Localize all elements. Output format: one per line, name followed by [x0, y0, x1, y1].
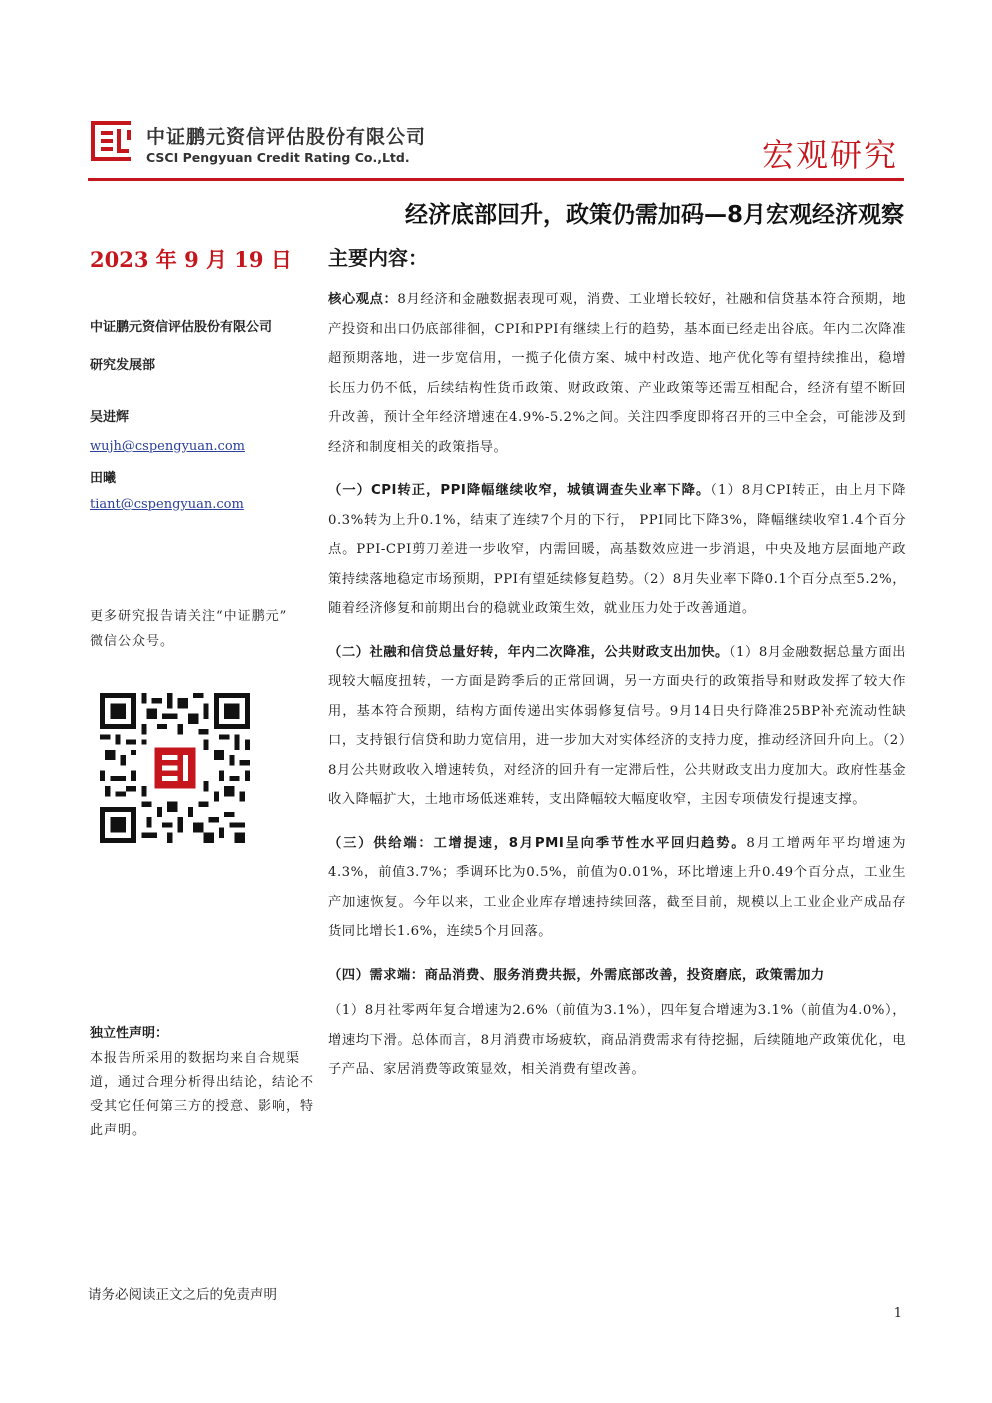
page-number: 1 — [893, 1306, 902, 1321]
section-2-text: （1）8月金融数据总量方面出现较大幅度扭转，一方面是跨季后的正常回调，另一方面央行的政策指导和财政发挥了较大作用，基本符合预期，结构方面传递出实体弱修复信号。9月14日央行降准25BP补充流动性缺口，支持银行信贷和助力宽信用，进一步加大对实体经济的支持力度，推动经济回升向上。（2）8月公共财政收入增速转负，对经济的回升有一定滞后性，公共财政支出力度加大。政府性基金收入降幅扩大，土地市场低迷难转，支出降幅较大幅度收窄，主因专项债发行提速支撑。 — [328, 644, 906, 807]
disclaimer-note: 请务必阅读正文之后的免责声明 — [88, 1287, 277, 1303]
section-3-text: 8月工增两年平均增速为4.3%，前值3.7%；季调环比为0.5%，前值为0.01%，环比增速上升0.49个百分点，工业生产加速恢复。今年以来，工业企业库存增速持续回落，截至目前，规模以上工业企业产成品存货同比增长1.6%，连续5个月回落。 — [328, 835, 906, 939]
report-category: 宏观研究 — [761, 136, 898, 174]
follow-note-line2: 微信公众号。 — [90, 634, 175, 649]
author-1: 吴进辉 — [90, 410, 130, 425]
department: 研究发展部 — [90, 358, 156, 373]
author-2: 田曦 — [90, 471, 117, 486]
core-label: 核心观点： — [328, 292, 398, 307]
header-divider — [88, 178, 904, 181]
section-1-heading: （一）CPI转正，PPI降幅继续收窄，城镇调查失业率下降。 — [328, 483, 711, 498]
section-4-body: （1）8月社零两年复合增速为2.6%（前值为3.1%），四年复合增速为3.1%（前值为4.0%），增速均下滑。总体而言，8月消费市场疲软，商品消费需求有待挖掘，后续随地产政策优化，电子产品、家居消费等政策显效，相关消费有望改善。 — [328, 1003, 906, 1077]
section-2-heading: （二）社融和信贷总量好转，年内二次降准，公共财政支出加快。 — [328, 644, 729, 660]
report-date: 2023 年 9 月 19 日 — [90, 247, 292, 272]
core-viewpoint — [328, 285, 906, 462]
section-1 — [328, 476, 906, 624]
main-content — [328, 242, 906, 1099]
section-3 — [328, 829, 906, 947]
company-name-cn: 中证鹏元资信评估股份有限公司 — [146, 126, 427, 148]
independence-title: 独立性声明： — [90, 1026, 169, 1041]
section-label: 主要内容： — [328, 246, 428, 270]
author-2-email[interactable]: tiant@cspengyuan.com — [90, 497, 244, 512]
author-1-email[interactable]: wujh@cspengyuan.com — [90, 439, 245, 454]
section-1-text: （1）8月CPI转正，由上月下降0.3%转为上升0.1%，结束了连续7个月的下行， PPI同比下降3%，降幅继续收窄1.4个百分点。PPI-CPI剪刀差进一步收窄，内需回暖，高基数效应进一步消退，中央及地方层面地产政策持续落地稳定市场预期，PPI有望延续修复趋势。（2）8月失业率下降0.1个百分点至5.2%，随着经济修复和前期出台的稳就业政策生效，就业压力处于改善通道。 — [328, 483, 906, 616]
org-name: 中证鹏元资信评估股份有限公司 — [90, 320, 273, 335]
section-4-heading: （四）需求端：商品消费、服务消费共振，外需底部改善，投资磨底，政策需加力 — [328, 967, 825, 983]
follow-note-line1: 更多研究报告请关注“中证鹏元” — [90, 609, 288, 624]
section-2 — [328, 638, 906, 815]
report-title: 经济底部回升，政策仍需加码—8月宏观经济观察 — [404, 202, 904, 228]
independence-text: 本报告所采用的数据均来自合规渠道，通过合理分析得出结论，结论不受其它任何第三方的授意、影响，特此声明。 — [90, 1051, 315, 1138]
independence-statement — [90, 1022, 315, 1143]
core-text: 8月经济和金融数据表现可观，消费、工业增长较好，社融和信贷基本符合预期，地产投资和出口仍底部徘徊，CPI和PPI有继续上行的趋势，基本面已经走出谷底。年内二次降准超预期落地，进一步宽信用，一揽子化债方案、城中村改造、地产优化等有望持续推出，稳增长压力仍不低，后续结构性货币政策、财政政策、产业政策等还需互相配合，经济有望不断回升改善，预计全年经济增速在4.9%-5.2%之间。关注四季度即将召开的三中全会，可能涉及到经济和制度相关的政策指导。 — [328, 292, 907, 455]
section-4 — [328, 961, 906, 991]
qr-code-icon[interactable] — [100, 693, 250, 843]
company-logo-icon — [88, 118, 134, 164]
section-3-heading: （三）供给端：工增提速，8月PMI呈向季节性水平回归趋势。 — [328, 835, 747, 851]
company-name-en: CSCI Pengyuan Credit Rating Co.,Ltd. — [146, 150, 410, 165]
